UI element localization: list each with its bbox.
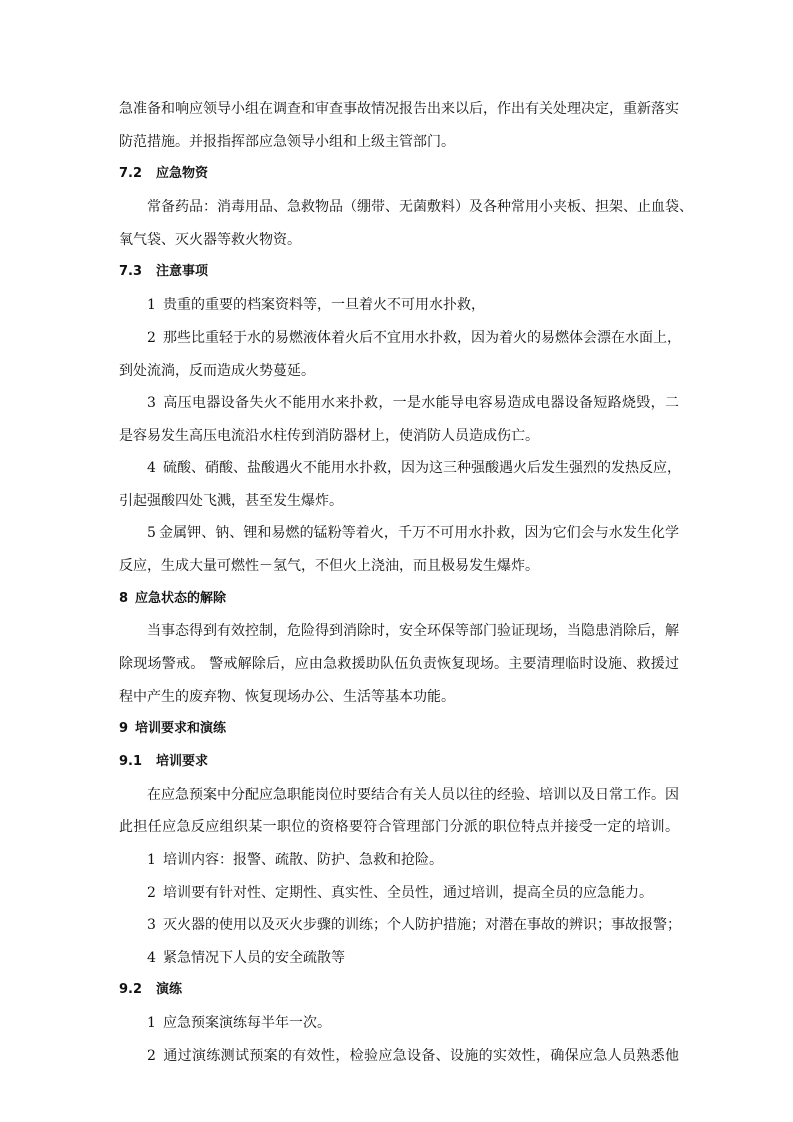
paragraph-line: 引起强酸四处飞溅，甚至发生爆炸。 (119, 493, 343, 509)
list-item-number: 3 (147, 917, 156, 933)
list-item-text: 培训要有针对性、定期性、真实性、全员性，通过培训，提高全员的应急能力。 (163, 885, 653, 901)
list-item-text: 贵重的重要的档案资料等，一旦着火不可用水扑救， (163, 297, 485, 313)
list-item-number: 1 (147, 852, 156, 868)
list-item-number: 2 (147, 1048, 156, 1064)
paragraph-line: 程中产生的废弃物、恢复现场办公、生活等基本功能。 (119, 689, 455, 705)
list-item-number: 5 (147, 525, 156, 541)
list-item (147, 522, 679, 544)
list-item-number: 1 (147, 297, 156, 313)
list-item (147, 914, 679, 936)
paragraph-line: 是容易发生高压电流沿水柱传到消防器材上，使消防人员造成伤亡。 (119, 428, 539, 444)
section-title: 培训要求和演练 (135, 721, 227, 736)
paragraph-line: 到处流淌，反而造成火势蔓延。 (119, 363, 315, 379)
list-item-text: 应急预案演练每半年一次。 (163, 1015, 331, 1031)
list-item-number: 2 (147, 330, 156, 346)
list-item-text: 硫酸、硝酸、盐酸遇火不能用水扑救，因为这三种强酸遇火后发生强烈的发热反应， (163, 460, 681, 476)
list-item-number: 4 (147, 460, 156, 476)
section-title: 应急物资 (156, 166, 209, 181)
list-item-text: 通过演练测试预案的有效性，检验应急设备、设施的实效性，确保应急人员熟悉他 (163, 1048, 679, 1064)
section-heading-9-1 (119, 751, 208, 773)
list-item (147, 1045, 679, 1067)
list-item-number: 1 (147, 1015, 156, 1031)
section-number: 7.3 (119, 264, 143, 279)
section-title: 应急状态的解除 (135, 591, 227, 606)
list-item-text: 紧急情况下人员的安全疏散等 (163, 950, 345, 966)
paragraph-line: 防范措施。并报指挥部应急领导小组和上级主管部门。 (119, 134, 455, 150)
section-number: 9.2 (119, 982, 143, 997)
section-heading-7-2 (119, 163, 208, 185)
section-title: 培训要求 (156, 754, 209, 769)
section-number: 7.2 (119, 166, 143, 181)
list-item-text: 培训内容：报警、疏散、防护、急救和抢险。 (163, 852, 443, 868)
paragraph-line: 常备药品：消毒用品、急救物品（绷带、无菌敷料）及各种常用小夹板、担架、止血袋、 (147, 199, 693, 215)
list-item (147, 882, 653, 904)
list-item (147, 327, 679, 349)
paragraph-line: 急准备和响应领导小组在调查和审查事故情况报告出来以后，作出有关处理决定，重新落实 (119, 101, 679, 117)
list-item-text: 灭火器的使用以及灭火步骤的训练；个人防护措施；对潜在事故的辨识；事故报警； (163, 917, 681, 933)
list-item (147, 392, 679, 414)
section-number: 8 (119, 591, 129, 606)
paragraph-line: 当事态得到有效控制，危险得到消除时，安全环保等部门验证现场，当隐患消除后，解 (147, 623, 679, 639)
section-title: 演练 (156, 982, 183, 997)
list-item (147, 947, 345, 969)
list-item-number: 3 (147, 395, 156, 411)
list-item-text: 那些比重轻于水的易燃液体着火后不宜用水扑救，因为着火的易燃体会漂在水面上， (163, 330, 681, 346)
list-item-text: 金属钾、钠、锂和易燃的锰粉等着火，千万不可用水扑救，因为它们会与水发生化学 (159, 525, 679, 541)
list-item-number: 2 (147, 885, 156, 901)
section-title: 注意事项 (156, 264, 209, 279)
list-item (147, 457, 679, 479)
list-item-text: 高压电器设备失火不能用水来扑救，一是水能导电容易造成电器设备短路烧毁，二 (163, 395, 679, 411)
section-heading-9 (119, 718, 226, 740)
list-item-number: 4 (147, 950, 156, 966)
section-heading-8 (119, 588, 226, 610)
paragraph-line: 反应，生成大量可燃性－氢气，不但火上浇油，而且极易发生爆炸。 (119, 558, 539, 574)
list-item (147, 294, 485, 316)
paragraph-line: 氧气袋、灭火器等救火物资。 (119, 232, 301, 248)
paragraph-line: 在应急预案中分配应急职能岗位时要结合有关人员以往的经验、培训以及日常工作。因 (147, 787, 679, 803)
paragraph-line: 除现场警戒。 警戒解除后，应由急救援助队伍负责恢复现场。主要清理临时设施、救援过 (119, 656, 679, 672)
section-heading-7-3 (119, 261, 208, 283)
paragraph-line: 此担任应急反应组织某一职位的资格要符合管理部门分派的职位特点并接受一定的培训。 (119, 819, 679, 835)
list-item (147, 849, 443, 871)
section-number: 9 (119, 721, 129, 736)
list-item (147, 1012, 331, 1034)
section-number: 9.1 (119, 754, 143, 769)
section-heading-9-2 (119, 979, 182, 1001)
